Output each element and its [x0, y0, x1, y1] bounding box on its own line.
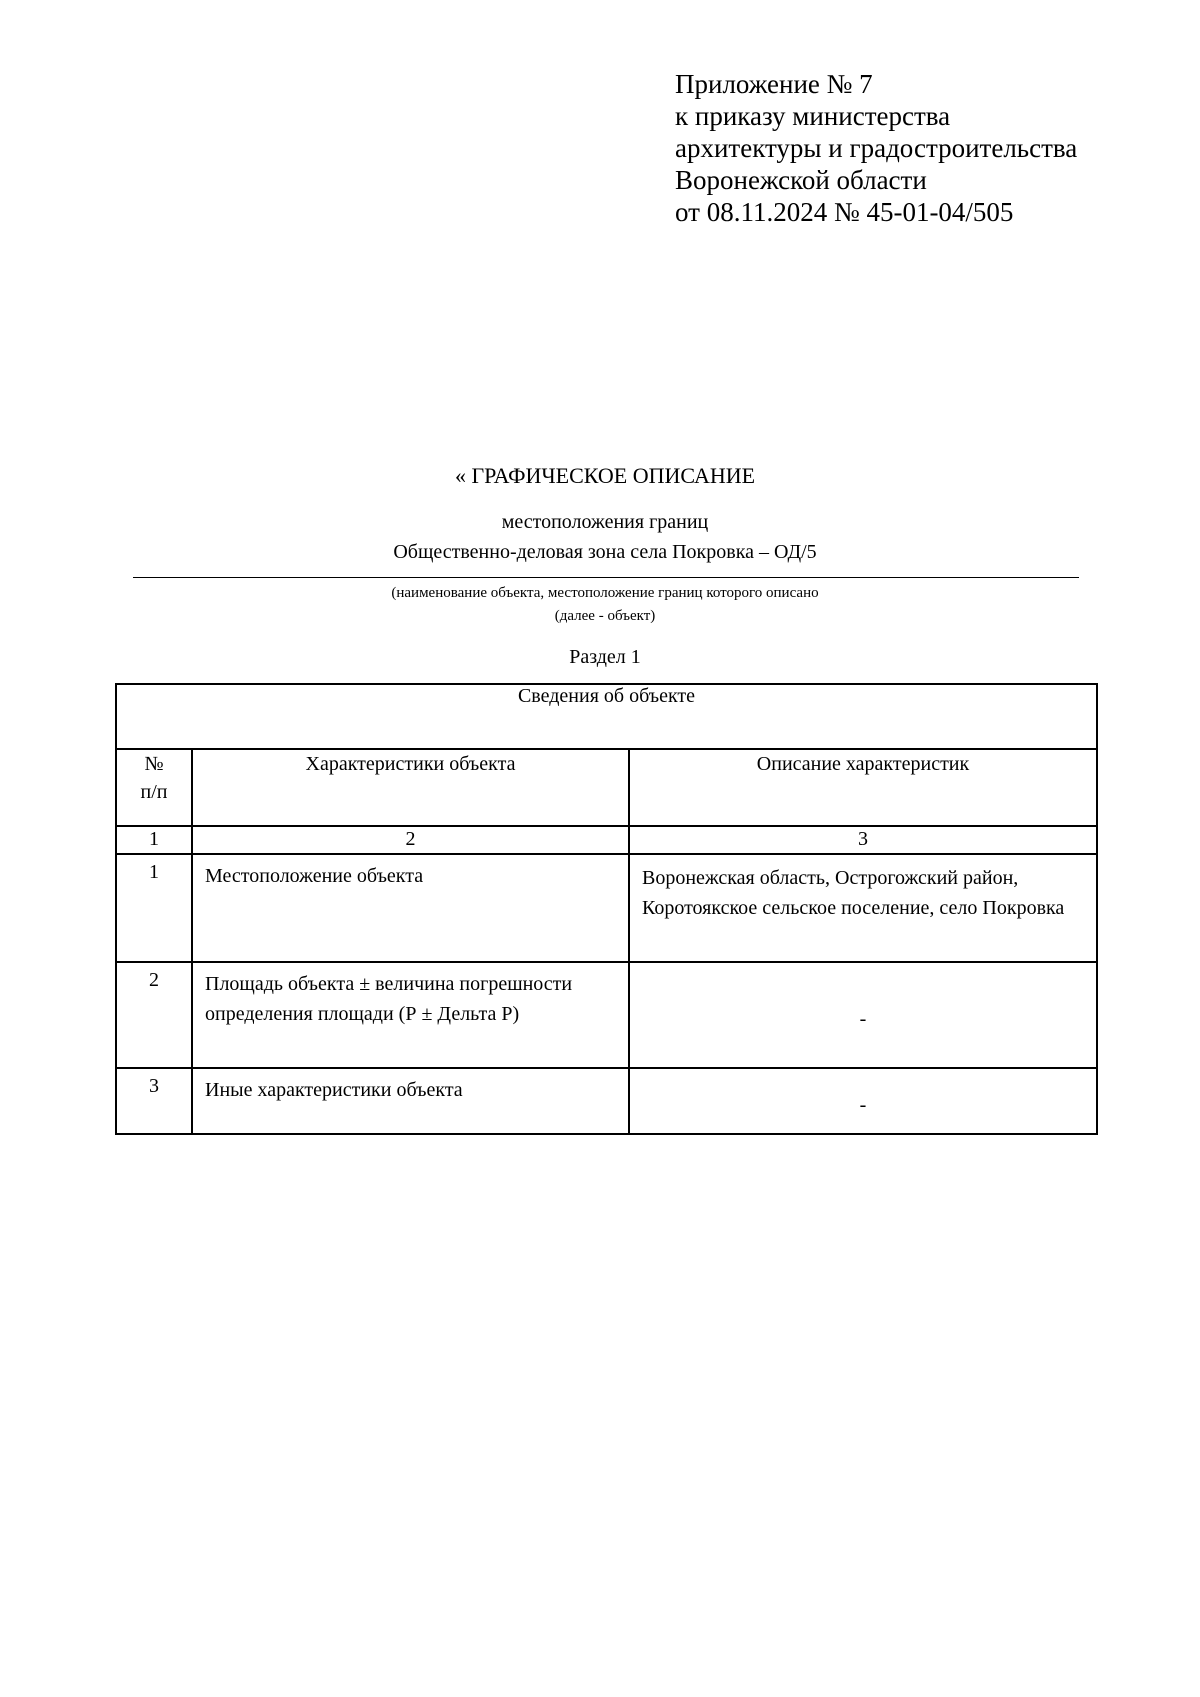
- column-number: 1: [116, 826, 192, 854]
- object-info-table: [115, 683, 1098, 1135]
- row-number: 3: [116, 1068, 192, 1134]
- attachment-line: архитектуры и градостроительства: [675, 133, 1078, 163]
- divider-line: [133, 577, 1079, 578]
- attachment-line: Приложение № 7: [675, 69, 873, 99]
- column-number: 3: [629, 826, 1097, 854]
- row-description: Воронежская область, Острогожский район, Коротоякское сельское поселение, село Покровка: [629, 854, 1097, 962]
- column-header-description: Описание характеристик: [629, 749, 1097, 826]
- column-header-characteristic: Характеристики объекта: [192, 749, 629, 826]
- column-numbers-row: [116, 826, 1097, 854]
- subtitle-line: местоположения границ: [501, 511, 709, 533]
- caption-line: (далее - объект): [554, 608, 656, 624]
- column-header-label: № п/п: [140, 753, 168, 803]
- section-label: Раздел 1: [569, 646, 641, 668]
- row-characteristic: Местоположение объекта: [192, 854, 629, 962]
- attachment-line: Воронежской области: [675, 165, 927, 195]
- table-heading-row: [116, 684, 1097, 749]
- table-heading: Сведения об объекте: [116, 684, 1097, 749]
- table-header-row: [116, 749, 1097, 826]
- table-row: [116, 1068, 1097, 1134]
- object-name: Общественно-деловая зона села Покровка – ОД/5: [393, 541, 817, 563]
- row-description: -: [629, 1068, 1097, 1134]
- attachment-header: [675, 68, 1077, 228]
- row-characteristic: Иные характеристики объекта: [192, 1068, 629, 1134]
- caption-line: (наименование объекта, местоположение границ которого описано: [391, 585, 819, 601]
- attachment-line: к приказу министерства: [675, 101, 951, 131]
- row-number: 1: [116, 854, 192, 962]
- row-description: -: [629, 962, 1097, 1068]
- table-row: [116, 962, 1097, 1068]
- table-row: [116, 854, 1097, 962]
- column-header-number: [116, 749, 192, 826]
- row-characteristic: Площадь объекта ± величина погрешности определения площади (Р ± Дельта Р): [192, 962, 629, 1068]
- attachment-line: от 08.11.2024 № 45-01-04/505: [675, 197, 1014, 227]
- row-number: 2: [116, 962, 192, 1068]
- document-title: « ГРАФИЧЕСКОЕ ОПИСАНИЕ: [454, 463, 756, 488]
- column-number: 2: [192, 826, 629, 854]
